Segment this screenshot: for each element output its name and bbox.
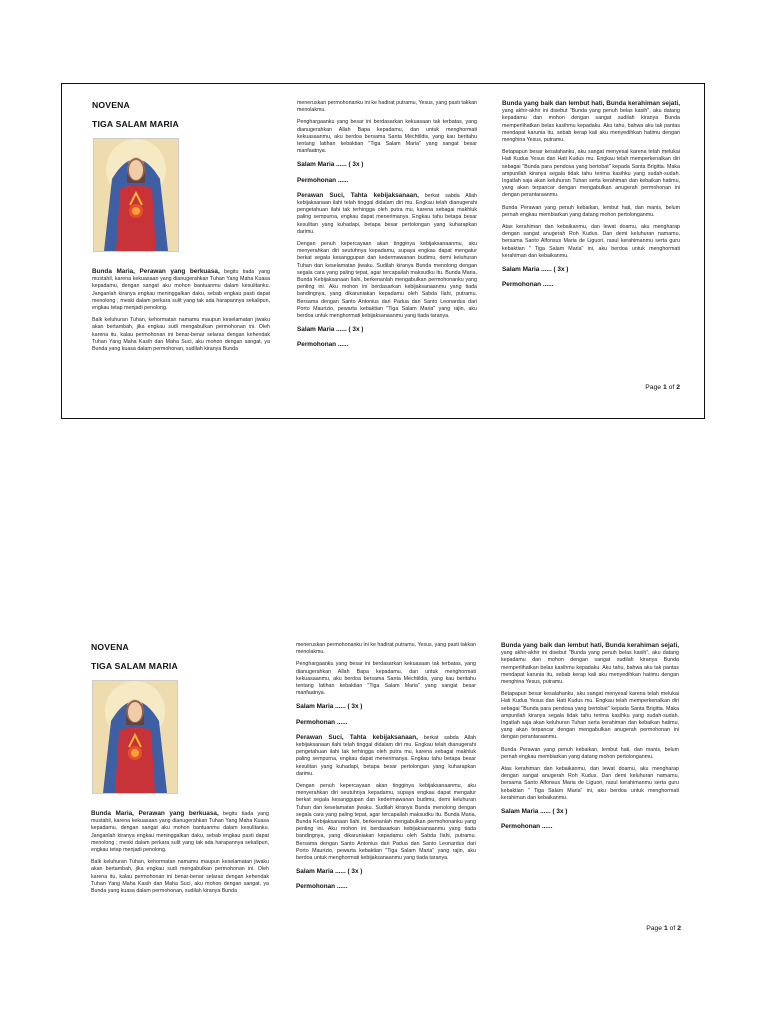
paragraph-lead: Bunda Maria, Perawan yang berkuasa, <box>92 268 220 275</box>
document-subtitle: TIGA SALAM MARIA <box>91 661 178 671</box>
column-right <box>501 642 679 838</box>
paragraph-lead: Perawan Suci, Tahta kebijaksanaan, <box>297 191 419 199</box>
prayer-salam: Salam Maria ...... ( 3x ) <box>297 161 364 169</box>
paragraph: Atas kerahiman dan kebaikanmu, dan lewat doamu, aku mengharap dengan sangat anugerah Roh Kudus. Dan demi keluhuran namamu, bersama Santo Alfonsus Maria de Liguori, rasul kerahimanmu serta guru kebaktian " Tiga Salam Maria" ini, aku berdoa untuk menghormati kerahiman dan kebaikanmu. <box>502 224 680 259</box>
paragraph: Bunda Maria, Perawan yang berkuasa, begitu tiada yang mustahil, karena kekuasaan yang dianugerahkan Tuhan Yang Maha Kuasa kepadamu, dengan sangat aku mohon bantuanmu dalam kesulitanku. Janganlah kiranya engkau meninggalkan daku, sebab engkau pasti dapat menolong ; meski dalam perkara sulit yang tak ada harapannya sekalipun, engkau tetap menjadi penolong. <box>91 810 269 854</box>
paragraph: Bunda Maria, Perawan yang berkuasa, begitu tiada yang mustahil, karena kekuasaan yang dianugerahkan Tuhan Yang Maha Kuasa kepadamu, dengan sangat aku mohon bantuanmu dalam kesulitanku. Janganlah kiranya engkau meninggalkan daku, sebab engkau pasti dapat menolong ; meski dalam perkara sulit yang tak ada harapannya sekalipun, engkau tetap menjadi penolong. <box>92 268 270 312</box>
prayer-permohonan: Permohonan ...... <box>296 883 348 891</box>
page-number: Page 1 of 2 <box>645 384 680 391</box>
paragraph: Bunda yang baik dan lembut hati, Bunda kerahiman sejati, yang akhir-akhir ini disebut "Bunda yang penuh belas kasih", aku datang kepadamu dan mohon dengan sangat sudilah kiranya Bunda memperlihatkan belas kasihmu kepadaku. Aku tahu, bahwa aku tak pantas mendapat karunia itu, sebab kerap kali aku menyedihkan hatimu dengan menghina Yesus, putramu. <box>502 100 680 144</box>
column-right <box>502 100 680 296</box>
prayer-salam: Salam Maria ...... ( 3x ) <box>501 808 568 816</box>
paragraph-lead: Bunda Maria, Perawan yang berkuasa, <box>91 810 219 817</box>
paragraph: Balk keluhuran Tuhan, kehormatan namamu maupun keselamatan jiwaku akan bertambah, jika engkau sudi mengabulkan permohonan ini. Oleh karena itu, kalau permohonan ini benar-benar selaras dengan kehendak Tuhan Yang Maha Kasih dan Maha Suci, aku mohon dengan sangat, ya Bunda yang kuasa dalam permohonan, sudilah kiranya Bunda <box>92 317 270 353</box>
paragraph: Dengan penuh kepercayaan akan tingginya kebijaksanaanmu, aku menyerahkan diri seutuhnya kepadamu, supaya engkau dapat mengatur berkat segala kesanggupan dan kedermawanan budimu, demi keluhuran Tuhan dan keselamatan jiwaku. Sudilah kiranya Bunda menolong dengan segala cara yang paling tepat, agar tercapailah maksudku itu. Bunda Maria, Bunda Kebijaksanaan Ilahi, berkenanlah mengabulkan permohonanku yang penting ini. Aku mohon ini berdasarkan kebijaksanaanmu yang tiada bandingnya, yang dikaruniakan kepadamu oleh Sabda Ilahi, putramu. Bersama dengan Santo Antonius dari Padua dan Santo Leonardus dari Porto Maurizio, pewarta kebaktian "Tiga Salam Maria" yang rajin, aku berdoa untuk menghormati kebijaksanaanmu yang tiada taranya. <box>297 241 477 320</box>
paragraph: Perawan Suci, Tahta kebijaksanaan, berkat sabda Allah kebijaksanaan ilahi telah tinggal didalam diri mu. Engkau telah dianugerahi pengetahuan ilahi tak terhingga oleh putra mu, karena sebagai makhluk paling sempurna, engkau dapat menerimanya. Engkau tahu betapa besar kesulitan yang kuhadapi, betapa besar pertolongan yang kuharapkan darimu. <box>296 733 476 777</box>
paragraph: Betapapun besar kesalahanku, aku sangat menyesal karena telah melukai Hati Kudus Yesus dan Hati Kudus mu. Engkau telah memperkenalkan diri sebagai "Bunda para pendosa yang bertobat" kepada Santa Brigitta. Maka ampunilah kiranya segala tidak tahu terima kasihku yang sudah-sudah. Ingatlah saja akan keluhuran Tuhan serta kerahiman dan kebaikan hatimu, yang akan terpancar dengan mengabulkan anugerah permohonan ini dengan perantaraanmu. <box>502 149 680 199</box>
paragraph-lead: Perawan Suci, Tahta kebijaksanaan, <box>296 733 418 741</box>
mary-image <box>92 680 178 794</box>
prayer-permohonan: Permohonan ...... <box>297 341 349 349</box>
paragraph: Penghargaanku yang besar ini berdasarkan kekuasaan tak terbatas, yang dianugerahkan Allah Bapa kepadamu, dan untuk menghormati kekuasaanmu, aku berdoa bersama Santa Mechtildis, yang kau beritahu tentang latihan kebaktian "Tiga Salam Maria" yang sangat besar manfaatnya. <box>296 661 476 697</box>
page-number: Page 1 of 2 <box>646 925 681 932</box>
paragraph: Bunda Perawan yang penuh kebaikan, lembut hati, dan manis, belum pernah engkau membiarkan yang datang mohon pertolonganmu. <box>501 746 679 760</box>
column-middle <box>297 100 477 357</box>
prayer-salam: Salam Maria ...... ( 3x ) <box>296 703 363 711</box>
column-middle <box>296 642 476 899</box>
document-title: NOVENA <box>91 642 129 652</box>
paragraph: Perawan Suci, Tahta kebijaksanaan, berkat sabda Allah kebijaksanaan ilahi telah tinggal didalam diri mu. Engkau telah dianugerahi pengetahuan ilahi tak terhingga oleh putra mu, karena sebagai makhluk paling sempurna, engkau dapat menerimanya. Engkau tahu betapa besar kesulitan yang kuhadapi, betapa besar pertolongan yang kuharapkan darimu. <box>297 191 477 235</box>
paragraph: Bunda Perawan yang penuh kebaikan, lembut hati, dan manis, belum pernah engkau membiarkan yang datang mohon pertolonganmu. <box>502 204 680 218</box>
paragraph: Penghargaanku yang besar ini berdasarkan kekuasaan tak terbatas, yang dianugerahkan Allah Bapa kepadamu, dan untuk menghormati kekuasaanmu, aku berdoa bersama Santa Mechtildis, yang kau beritahu tentang latihan kebaktian "Tiga Salam Maria" yang sangat besar manfaatnya. <box>297 119 477 155</box>
paragraph: Bunda yang baik dan lembut hati, Bunda kerahiman sejati, yang akhir-akhir ini disebut "Bunda yang penuh belas kasih", aku datang kepadamu dan mohon dengan sangat sudilah kiranya Bunda memperlihatkan belas kasihmu kepadaku. Aku tahu, bahwa aku tak pantas mendapat karunia itu, sebab kerap kali aku menyedihkan hatimu dengan menghina Yesus, putramu. <box>501 642 679 686</box>
paragraph: Betapapun besar kesalahanku, aku sangat menyesal karena telah melukai Hati Kudus Yesus dan Hati Kudus mu. Engkau telah memperkenalkan diri sebagai "Bunda para pendosa yang bertobat" kepada Santa Brigitta. Maka ampunilah kiranya segala tidak tahu terima kasihku yang sudah-sudah. Ingatlah saja akan keluhuran Tuhan serta kerahiman dan kebaikan hatimu, yang akan terpancar dengan mengabulkan anugerah permohonan ini dengan perantaraanmu. <box>501 691 679 741</box>
paragraph: Dengan penuh kepercayaan akan tingginya kebijaksanaanmu, aku menyerahkan diri seutuhnya kepadamu, supaya engkau dapat mengatur berkat segala kesanggupan dan kedermawanan budimu, demi keluhuran Tuhan dan keselamatan jiwaku. Sudilah kiranya Bunda menolong dengan segala cara yang paling tepat, agar tercapailah maksudku itu. Bunda Maria, Bunda Kebijaksanaan Ilahi, berkenanlah mengabulkan permohonanku yang penting ini. Aku mohon ini berdasarkan kebijaksanaanmu yang tiada bandingnya, yang dikaruniakan kepadamu oleh Sabda Ilahi, putramu. Bersama dengan Santo Antonius dari Padua dan Santo Leonardus dari Porto Maurizio, pewarta kebaktian "Tiga Salam Maria" yang rajin, aku berdoa untuk menghormati kebijaksanaanmu yang tiada taranya. <box>296 783 476 862</box>
prayer-salam: Salam Maria ...... ( 3x ) <box>297 326 364 334</box>
prayer-permohonan: Permohonan ...... <box>502 281 554 289</box>
document-subtitle: TIGA SALAM MARIA <box>92 119 179 129</box>
column-left <box>91 642 269 900</box>
paragraph-lead: Bunda yang baik dan lembut hati, Bunda kerahiman sejati, <box>501 642 679 649</box>
prayer-permohonan: Permohonan ...... <box>297 176 349 184</box>
paragraph-lead: Bunda yang baik dan lembut hati, Bunda kerahiman sejati, <box>502 100 680 107</box>
mary-image <box>93 138 179 252</box>
prayer-salam: Salam Maria ...... ( 3x ) <box>296 868 363 876</box>
prayer-permohonan: Permohonan ...... <box>501 823 553 831</box>
prayer-salam: Salam Maria ...... ( 3x ) <box>502 266 569 274</box>
document-page <box>61 626 705 946</box>
paragraph: Atas kerahiman dan kebaikanmu, dan lewat doamu, aku mengharap dengan sangat anugerah Roh Kudus. Dan demi keluhuran namamu, bersama Santo Alfonsus Maria de Liguori, rasul kerahimanmu serta guru kebaktian " Tiga Salam Maria" ini, aku berdoa untuk menghormati kerahiman dan kebaikanmu. <box>501 766 679 801</box>
document-page <box>61 83 705 419</box>
paragraph: meneruskan permohonanku ini ke hadirat putramu, Yesus, yang pasti takkan menolakmu. <box>296 642 476 656</box>
paragraph: Balk keluhuran Tuhan, kehormatan namamu maupun keselamatan jiwaku akan bertambah, jika engkau sudi mengabulkan permohonan ini. Oleh karena itu, kalau permohonan ini benar-benar selaras dengan kehendak Tuhan Yang Maha Kasih dan Maha Suci, aku mohon dengan sangat, ya Bunda yang kuasa dalam permohonan, sudilah kiranya Bunda <box>91 859 269 895</box>
prayer-permohonan: Permohonan ...... <box>296 718 348 726</box>
column-left <box>92 100 270 358</box>
paragraph: meneruskan permohonanku ini ke hadirat putramu, Yesus, yang pasti takkan menolakmu. <box>297 100 477 114</box>
document-title: NOVENA <box>92 100 130 110</box>
